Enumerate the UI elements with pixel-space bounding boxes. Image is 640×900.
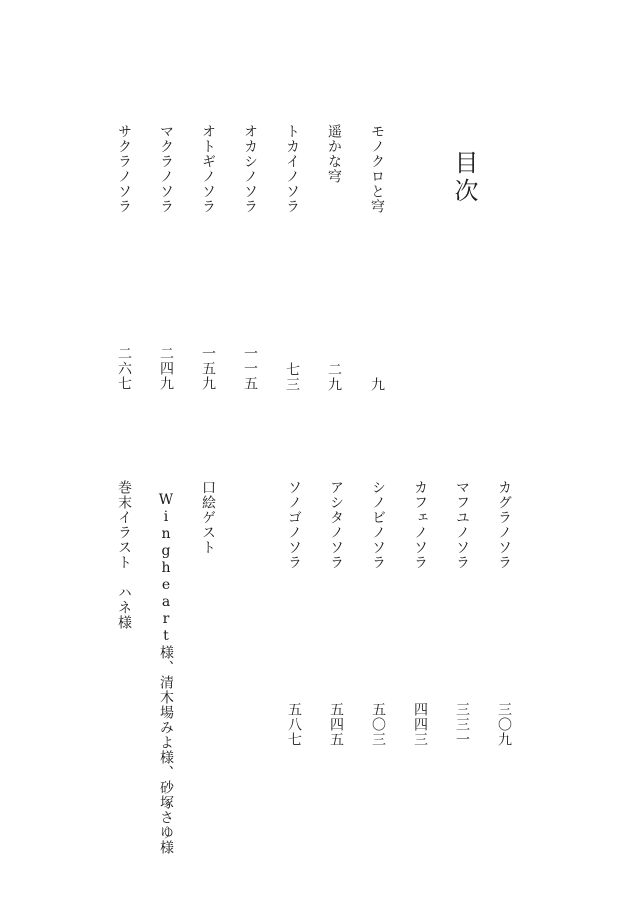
- toc-entry-title: マクラノソラ: [158, 124, 174, 214]
- toc-entry-title: ソノゴノソラ: [286, 480, 302, 570]
- toc-entry-page: 五〇三: [370, 702, 386, 747]
- toc-entry-page: 一一五: [242, 346, 258, 391]
- toc-entry-title: トカイノソラ: [284, 124, 300, 214]
- toc-entry-title: カフェノソラ: [412, 480, 428, 570]
- toc-entry-title: モノクロと穹: [369, 124, 385, 214]
- toc-entry-title: マフユノソラ: [454, 480, 470, 570]
- guest-names: Wingheart様、清木場みよ様、砂塚さゆ様: [158, 492, 174, 855]
- toc-entry-page: 二九: [326, 362, 342, 392]
- toc-entry-page: 九: [369, 377, 385, 392]
- toc-entry-page: 七三: [284, 362, 300, 392]
- toc-entry-title: サクラノソラ: [116, 124, 132, 214]
- toc-entry-title: オカシノソラ: [242, 124, 258, 214]
- toc-entry-page: 三三一: [454, 702, 470, 747]
- toc-entry-title: 遥かな穹: [326, 124, 342, 184]
- toc-entry-page: 五八七: [286, 702, 302, 747]
- toc-entry-page: 二六七: [116, 346, 132, 391]
- ending-illust: 巻末イラスト ハネ様: [116, 480, 132, 630]
- toc-entry-page: 一五九: [200, 346, 216, 391]
- toc-entry-title: シノビノソラ: [370, 480, 386, 570]
- guest-heading: 口絵ゲスト: [200, 480, 216, 555]
- toc-entry-title: アシタノソラ: [328, 480, 344, 570]
- toc-entry-title: オトギノソラ: [200, 124, 216, 214]
- toc-entry-page: 二四九: [158, 346, 174, 391]
- toc-entry-title: カグラノソラ: [496, 480, 512, 570]
- toc-title: 目次: [450, 150, 478, 206]
- toc-entry-page: 五四五: [328, 702, 344, 747]
- toc-entry-page: 四四三: [412, 702, 428, 747]
- toc-entry-page: 三〇九: [496, 702, 512, 747]
